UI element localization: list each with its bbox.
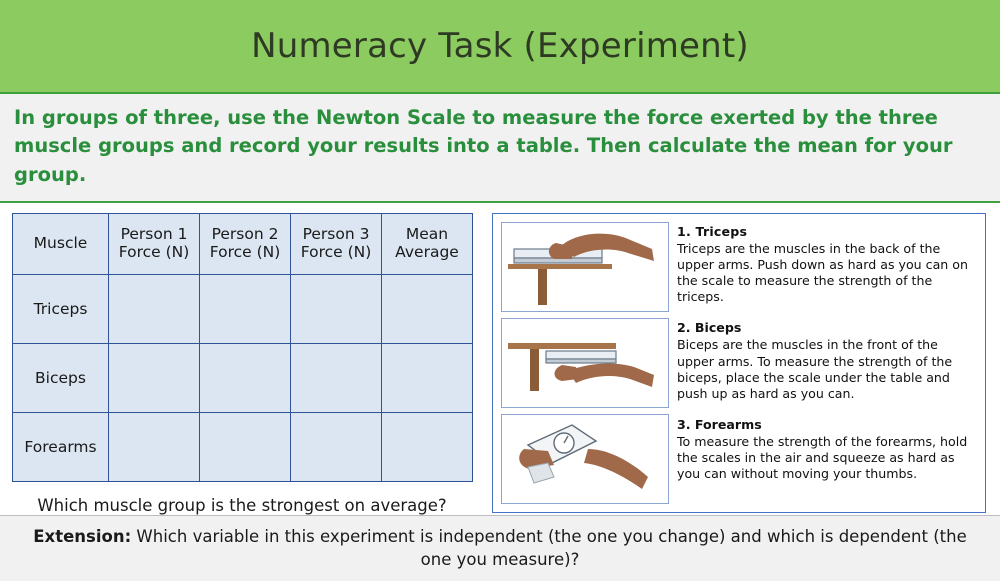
arm-pushing-down-on-scale-on-table-icon (502, 223, 668, 309)
hands-squeezing-scale-in-air-icon (502, 415, 668, 501)
cell-biceps-person1[interactable] (109, 343, 200, 412)
row-label-triceps: Triceps (13, 274, 109, 343)
extension-text (18, 525, 982, 571)
instructions-panel (492, 213, 986, 513)
table-header-muscle: Muscle (13, 213, 109, 274)
cell-triceps-person2[interactable] (200, 274, 291, 343)
step-forearms-heading: 3. Forearms (677, 416, 762, 432)
cell-triceps-person3[interactable] (291, 274, 382, 343)
arm-pushing-up-under-table-scale-icon (502, 319, 668, 405)
cell-biceps-person2[interactable] (200, 343, 291, 412)
title-banner (0, 0, 1000, 92)
page-title: Numeracy Task (Experiment) (251, 26, 749, 66)
figure-forearms (501, 414, 669, 504)
figure-column (501, 222, 669, 504)
step-forearms (677, 417, 977, 482)
step-forearms-body: To measure the strength of the forearms, hold the scales in the air and squeeze as hard as you can without moving your thumbs. (677, 434, 968, 482)
step-biceps (677, 320, 977, 402)
table-header-person1: Person 1 Force (N) (109, 213, 200, 274)
cell-biceps-mean[interactable] (382, 343, 473, 412)
body-area (0, 203, 1000, 515)
table-header-person2: Person 2 Force (N) (200, 213, 291, 274)
question-text: Which muscle group is the strongest on average? (37, 495, 447, 515)
step-triceps-body: Triceps are the muscles in the back of the upper arms. Push down as hard as you can on the scale to measure the strength of the triceps. (677, 240, 968, 305)
cell-triceps-person1[interactable] (109, 274, 200, 343)
step-triceps (677, 224, 977, 306)
cell-forearms-mean[interactable] (382, 412, 473, 481)
table-header-mean: Mean Average (382, 213, 473, 274)
row-label-biceps: Biceps (13, 343, 109, 412)
cell-forearms-person2[interactable] (200, 412, 291, 481)
cell-forearms-person3[interactable] (291, 412, 382, 481)
table-header-row (13, 213, 473, 274)
table-row (13, 412, 473, 481)
cell-triceps-mean[interactable] (382, 274, 473, 343)
table-row (13, 274, 473, 343)
extension-label: Extension: (33, 526, 132, 546)
step-biceps-heading: 2. Biceps (677, 320, 742, 336)
cell-forearms-person1[interactable] (109, 412, 200, 481)
instruction-text: In groups of three, use the Newton Scale to measure the force exerted by the three muscle groups and record your results into a table. Then calculate the mean for your group. (14, 106, 953, 186)
figure-triceps (501, 222, 669, 312)
row-label-forearms: Forearms (13, 412, 109, 481)
cell-biceps-person3[interactable] (291, 343, 382, 412)
step-biceps-body: Biceps are the muscles in the front of the upper arms. To measure the strength of the biceps, place the scale under the table and push up as hard as you can. (677, 337, 953, 401)
table-row (13, 343, 473, 412)
results-table (12, 213, 473, 482)
instruction-band (0, 92, 1000, 203)
results-column (12, 213, 482, 515)
extension-question: Which variable in this experiment is independent (the one you change) and which is dependent (the one you measure)? (131, 526, 967, 569)
step-triceps-heading: 1. Triceps (677, 223, 748, 239)
steps-column (677, 222, 977, 504)
extension-band (0, 515, 1000, 581)
table-header-person3: Person 3 Force (N) (291, 213, 382, 274)
figure-biceps (501, 318, 669, 408)
